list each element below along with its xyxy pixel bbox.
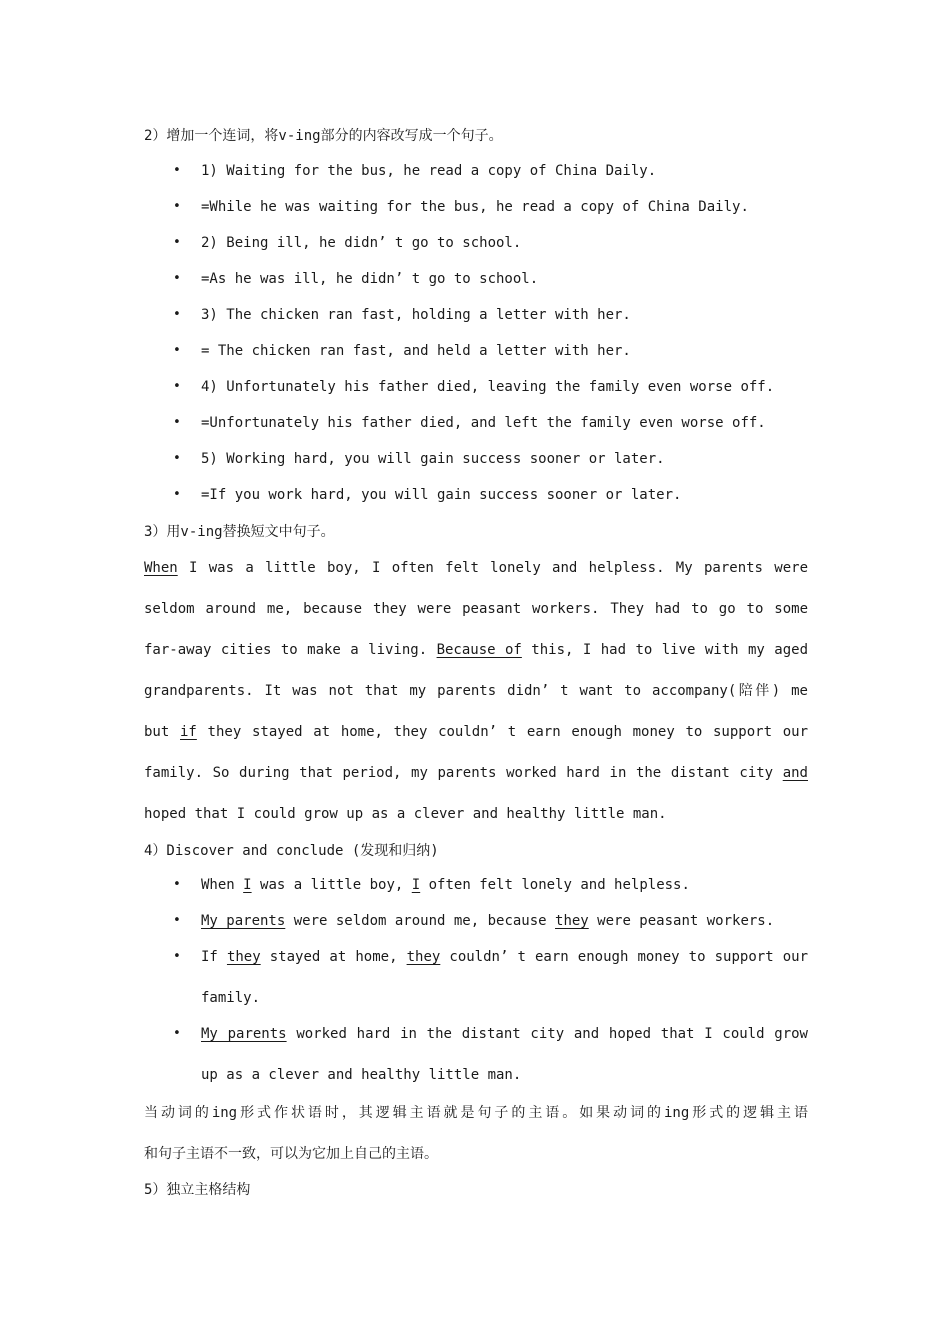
bullet-icon: • <box>173 235 181 250</box>
list-item: • 1) Waiting for the bus, he read a copy of China Daily. <box>173 163 657 179</box>
passage-line: seldom around me, because they were peasant workers. They had to go to some <box>144 601 808 617</box>
bullet-icon: • <box>173 163 181 178</box>
section-3-heading: 3）用v-ing替换短文中句子。 <box>144 524 335 540</box>
bullet-icon: • <box>173 343 181 358</box>
list-item: • = The chicken ran fast, and held a letter with her. <box>173 343 631 359</box>
bullet-icon: • <box>173 487 181 502</box>
bullet-icon: • <box>173 307 181 322</box>
section-5-heading: 5）独立主格结构 <box>144 1182 251 1198</box>
passage-line: far-away cities to make a living. Because of this, I had to live with my aged <box>144 642 809 658</box>
bullet-icon: • <box>173 415 181 430</box>
passage-line: When I was a little boy, I often felt lonely and helpless. My parents were <box>144 560 808 576</box>
section-4-heading: 4）Discover and conclude (发现和归纳) <box>144 843 439 859</box>
note-line: 和句子主语不一致，可以为它加上自己的主语。 <box>144 1146 438 1162</box>
bullet-icon: • <box>173 379 181 394</box>
list-item: • =Unfortunately his father died, and left the family even worse off. <box>173 415 766 431</box>
list-item: • 2) Being ill, he didn’ t go to school. <box>173 235 522 251</box>
passage-line: hoped that I could grow up as a clever and healthy little man. <box>144 806 667 822</box>
list-item: • When I was a little boy, I often felt lonely and helpless. <box>173 877 690 893</box>
rewrite-examples-list <box>144 163 774 523</box>
list-item: • 3) The chicken ran fast, holding a letter with her. <box>173 307 631 323</box>
list-item: • 5) Working hard, you will gain success sooner or later. <box>173 451 665 467</box>
passage-line: grandparents. It was not that my parents didn’ t want to accompany(陪伴) me <box>144 683 808 699</box>
list-item: • My parents worked hard in the distant city and hoped that I could grow up as a clever and healthy little man. <box>173 1026 808 1083</box>
passage-line: family. So during that period, my parents worked hard in the distant city and <box>144 765 808 781</box>
list-item: • =If you work hard, you will gain success sooner or later. <box>173 487 682 503</box>
discover-list <box>144 877 808 1103</box>
list-item: • 4) Unfortunately his father died, leaving the family even worse off. <box>173 379 775 395</box>
list-item: • =As he was ill, he didn’ t go to school. <box>173 271 539 287</box>
grammar-note <box>144 1103 808 1185</box>
bullet-icon: • <box>173 199 181 214</box>
passage <box>144 558 808 845</box>
list-item: • My parents were seldom around me, because they were peasant workers. <box>173 913 775 929</box>
bullet-icon: • <box>173 913 181 928</box>
note-line: 当动词的ing形式作状语时，其逻辑主语就是句子的主语。如果动词的ing形式的逻辑主语 <box>144 1105 808 1121</box>
list-item: • If they stayed at home, they couldn’ t earn enough money to support our family. <box>173 949 808 1006</box>
bullet-icon: • <box>173 451 181 466</box>
list-item: • =While he was waiting for the bus, he read a copy of China Daily. <box>173 199 749 215</box>
bullet-icon: • <box>173 1026 181 1041</box>
bullet-icon: • <box>173 271 181 286</box>
passage-line: but if they stayed at home, they couldn’ t earn enough money to support our <box>144 724 808 740</box>
bullet-icon: • <box>173 877 181 892</box>
bullet-icon: • <box>173 949 181 964</box>
section-2-heading: 2）增加一个连词，将v-ing部分的内容改写成一个句子。 <box>144 128 503 144</box>
